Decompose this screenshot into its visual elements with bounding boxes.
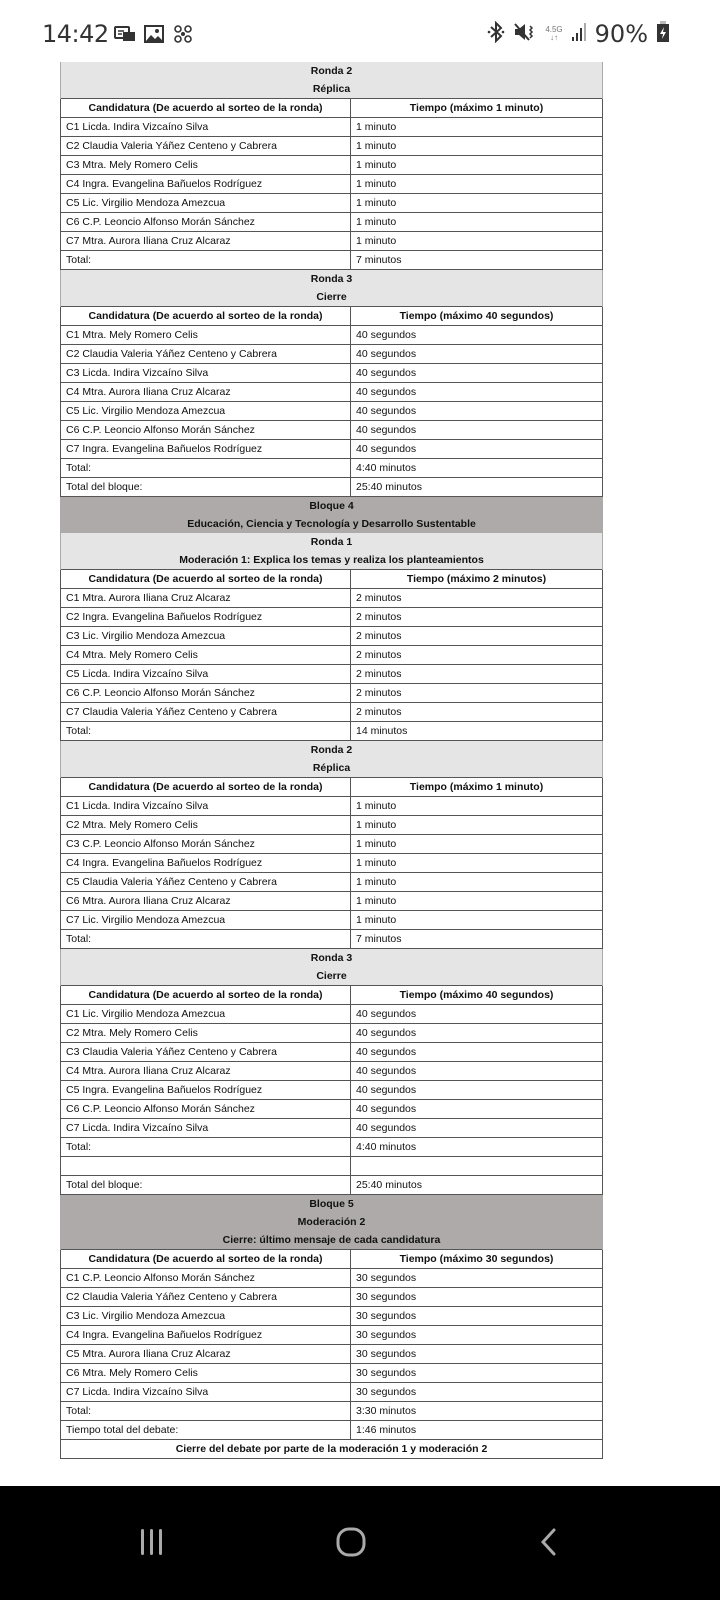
table-row: [61, 1326, 603, 1345]
table-row: [61, 213, 603, 232]
candidate-name: C7 Ingra. Evangelina Bañuelos Rodríguez: [61, 440, 351, 459]
candidate-name: C1 Mtra. Aurora Iliana Cruz Alcaraz: [61, 589, 351, 608]
section-title-row: [61, 759, 603, 778]
table-row: [61, 175, 603, 194]
network-label: 4.5G: [545, 25, 563, 34]
section-title-row: [61, 1213, 603, 1231]
candidate-time: 40 segundos: [351, 383, 603, 402]
candidate-name: C3 Licda. Indira Vizcaíno Silva: [61, 364, 351, 383]
home-button[interactable]: [331, 1524, 371, 1564]
total-row: [61, 1402, 603, 1421]
closing-row: [61, 1440, 603, 1459]
total-row: [61, 930, 603, 949]
section-title: Ronda 3: [61, 949, 603, 968]
candidate-time: 30 segundos: [351, 1383, 603, 1402]
table-row: [61, 194, 603, 213]
candidate-name: C5 Lic. Virgilio Mendoza Amezcua: [61, 194, 351, 213]
candidate-name: C3 C.P. Leoncio Alfonso Morán Sánchez: [61, 835, 351, 854]
flower-app-icon: [172, 24, 194, 49]
total-label: Total:: [61, 1138, 351, 1157]
section-title: Ronda 2: [61, 62, 603, 80]
table-row: [61, 589, 603, 608]
network-4-5g-icon: [545, 26, 562, 42]
total-row: [61, 459, 603, 478]
candidate-time: 1 minuto: [351, 816, 603, 835]
section-title: Réplica: [61, 759, 603, 778]
total-value: 4:40 minutos: [351, 459, 603, 478]
candidate-time: 40 segundos: [351, 421, 603, 440]
candidate-name: C4 Mtra. Mely Romero Celis: [61, 646, 351, 665]
candidate-name: C2 Claudia Valeria Yáñez Centeno y Cabrera: [61, 137, 351, 156]
debate-total-row: [61, 1421, 603, 1440]
candidate-time: 1 minuto: [351, 835, 603, 854]
candidate-time: 1 minuto: [351, 194, 603, 213]
section-title-row: [61, 270, 603, 289]
candidate-time: 30 segundos: [351, 1288, 603, 1307]
table-row: [61, 118, 603, 137]
table-row: [61, 627, 603, 646]
table-row: [61, 440, 603, 459]
table-row: [61, 608, 603, 627]
recent-apps-icon: [137, 1528, 167, 1561]
table-row: [61, 1288, 603, 1307]
table-row: [61, 1100, 603, 1119]
candidate-name: C3 Claudia Valeria Yáñez Centeno y Cabrera: [61, 1043, 351, 1062]
table-row: [61, 1307, 603, 1326]
column-header-row: [61, 99, 603, 118]
table-row: [61, 402, 603, 421]
candidate-name: C6 C.P. Leoncio Alfonso Morán Sánchez: [61, 213, 351, 232]
candidate-time: 2 minutos: [351, 627, 603, 646]
column-header-candidatura: Candidatura (De acuerdo al sorteo de la ronda): [61, 1250, 351, 1269]
candidate-time: 1 minuto: [351, 156, 603, 175]
table-row: [61, 835, 603, 854]
debate-schedule-table: [60, 62, 603, 1459]
candidate-name: C7 Lic. Virgilio Mendoza Amezcua: [61, 911, 351, 930]
section-title-row: [61, 80, 603, 99]
signal-icon: [571, 22, 587, 47]
bloque-title: Educación, Ciencia y Tecnología y Desarrollo Sustentable: [61, 515, 603, 533]
total-row: [61, 722, 603, 741]
column-header-row: [61, 778, 603, 797]
mute-vibrate-icon: [513, 21, 537, 48]
section-title: Réplica: [61, 80, 603, 99]
section-title: Moderación 1: Explica los temas y realiza los planteamientos: [61, 551, 603, 570]
table-row: [61, 1345, 603, 1364]
section-title-row: [61, 1231, 603, 1250]
battery-percent: 90%: [594, 20, 648, 48]
candidate-time: 2 minutos: [351, 646, 603, 665]
candidate-time: 30 segundos: [351, 1307, 603, 1326]
candidate-name: C7 Mtra. Aurora Iliana Cruz Alcaraz: [61, 232, 351, 251]
column-header-tiempo: Tiempo (máximo 40 segundos): [351, 986, 603, 1005]
candidate-time: 40 segundos: [351, 1062, 603, 1081]
candidate-name: C7 Claudia Valeria Yáñez Centeno y Cabrera: [61, 703, 351, 722]
candidate-time: 40 segundos: [351, 1024, 603, 1043]
candidate-time: 2 minutos: [351, 589, 603, 608]
column-header-candidatura: Candidatura (De acuerdo al sorteo de la ronda): [61, 99, 351, 118]
candidate-name: C5 Mtra. Aurora Iliana Cruz Alcaraz: [61, 1345, 351, 1364]
column-header-candidatura: Candidatura (De acuerdo al sorteo de la ronda): [61, 778, 351, 797]
bloque-total-value: 25:40 minutos: [351, 478, 603, 497]
status-bar: [0, 0, 720, 62]
table-row: [61, 1119, 603, 1138]
section-title: Ronda 2: [61, 741, 603, 760]
candidate-time: 40 segundos: [351, 364, 603, 383]
table-row: [61, 911, 603, 930]
section-title-row: [61, 533, 603, 551]
table-row: [61, 1081, 603, 1100]
section-title-row: [61, 1195, 603, 1214]
total-label: Total:: [61, 459, 351, 478]
table-row: [61, 383, 603, 402]
section-title: Cierre: [61, 967, 603, 986]
table-row: [61, 816, 603, 835]
table-row: [61, 421, 603, 440]
table-row: [61, 232, 603, 251]
recent-apps-button[interactable]: [132, 1524, 172, 1564]
column-header-candidatura: Candidatura (De acuerdo al sorteo de la ronda): [61, 570, 351, 589]
bloque-title: Bloque 4: [61, 497, 603, 516]
section-title-row: [61, 551, 603, 570]
column-header-row: [61, 1250, 603, 1269]
data-arrows-icon: ↓↑: [549, 33, 558, 42]
column-header-row: [61, 570, 603, 589]
candidate-name: C2 Ingra. Evangelina Bañuelos Rodríguez: [61, 608, 351, 627]
candidate-name: C1 Mtra. Mely Romero Celis: [61, 326, 351, 345]
debate-total-value: 1:46 minutos: [351, 1421, 603, 1440]
table-row: [61, 703, 603, 722]
closing-text: Cierre del debate por parte de la moderación 1 y moderación 2: [61, 1440, 603, 1459]
back-icon: [537, 1527, 559, 1562]
candidate-time: 40 segundos: [351, 1081, 603, 1100]
total-row: [61, 1138, 603, 1157]
candidate-time: 1 minuto: [351, 213, 603, 232]
candidate-name: C2 Claudia Valeria Yáñez Centeno y Cabrera: [61, 345, 351, 364]
table-row: [61, 1043, 603, 1062]
table-row: [61, 646, 603, 665]
candidate-name: C6 C.P. Leoncio Alfonso Morán Sánchez: [61, 421, 351, 440]
total-value: 7 minutos: [351, 930, 603, 949]
candidate-time: 40 segundos: [351, 1119, 603, 1138]
bloque-total-label: Total del bloque:: [61, 478, 351, 497]
column-header-tiempo: Tiempo (máximo 2 minutos): [351, 570, 603, 589]
debate-schedule-document: [60, 62, 602, 1459]
total-row: [61, 251, 603, 270]
table-row: [61, 364, 603, 383]
candidate-time: 1 minuto: [351, 232, 603, 251]
table-row: [61, 1062, 603, 1081]
screen-record-icon: [114, 25, 136, 48]
candidate-name: C4 Ingra. Evangelina Bañuelos Rodríguez: [61, 854, 351, 873]
total-value: 14 minutos: [351, 722, 603, 741]
candidate-name: C4 Ingra. Evangelina Bañuelos Rodríguez: [61, 1326, 351, 1345]
total-value: 7 minutos: [351, 251, 603, 270]
table-row: [61, 345, 603, 364]
bloque-title-row: [61, 497, 603, 516]
bloque-total-row: [61, 1176, 603, 1195]
candidate-time: 40 segundos: [351, 1005, 603, 1024]
candidate-time: 1 minuto: [351, 911, 603, 930]
navigation-bar: [0, 1486, 720, 1600]
column-header-tiempo: Tiempo (máximo 30 segundos): [351, 1250, 603, 1269]
section-title: Cierre: último mensaje de cada candidatura: [61, 1231, 603, 1250]
candidate-time: 2 minutos: [351, 703, 603, 722]
table-row: [61, 892, 603, 911]
column-header-row: [61, 307, 603, 326]
candidate-time: 2 minutos: [351, 665, 603, 684]
section-title-row: [61, 62, 603, 80]
table-row: [61, 326, 603, 345]
bloque-total-value: 25:40 minutos: [351, 1176, 603, 1195]
total-value: 4:40 minutos: [351, 1138, 603, 1157]
candidate-name: C5 Lic. Virgilio Mendoza Amezcua: [61, 402, 351, 421]
section-title: Ronda 3: [61, 270, 603, 289]
candidate-time: 30 segundos: [351, 1345, 603, 1364]
candidate-name: C6 C.P. Leoncio Alfonso Morán Sánchez: [61, 1100, 351, 1119]
table-row: [61, 1024, 603, 1043]
candidate-time: 40 segundos: [351, 1100, 603, 1119]
section-title-row: [61, 967, 603, 986]
candidate-name: C4 Ingra. Evangelina Bañuelos Rodríguez: [61, 175, 351, 194]
bloque-total-label: Total del bloque:: [61, 1176, 351, 1195]
candidate-time: 40 segundos: [351, 326, 603, 345]
candidate-time: 30 segundos: [351, 1269, 603, 1288]
candidate-name: C4 Mtra. Aurora Iliana Cruz Alcaraz: [61, 383, 351, 402]
candidate-time: 1 minuto: [351, 118, 603, 137]
section-title: Cierre: [61, 288, 603, 307]
candidate-name: C2 Mtra. Mely Romero Celis: [61, 816, 351, 835]
table-row: [61, 1005, 603, 1024]
candidate-name: C6 C.P. Leoncio Alfonso Morán Sánchez: [61, 684, 351, 703]
table-row: [61, 854, 603, 873]
table-row: [61, 1364, 603, 1383]
section-title-row: [61, 949, 603, 968]
candidate-name: C1 C.P. Leoncio Alfonso Morán Sánchez: [61, 1269, 351, 1288]
column-header-row: [61, 986, 603, 1005]
candidate-name: C5 Ingra. Evangelina Bañuelos Rodríguez: [61, 1081, 351, 1100]
candidate-name: C5 Claudia Valeria Yáñez Centeno y Cabrera: [61, 873, 351, 892]
candidate-time: 40 segundos: [351, 1043, 603, 1062]
candidate-time: 40 segundos: [351, 402, 603, 421]
column-header-candidatura: Candidatura (De acuerdo al sorteo de la ronda): [61, 307, 351, 326]
bluetooth-icon: [487, 21, 505, 48]
home-icon: [335, 1526, 367, 1563]
total-value: 3:30 minutos: [351, 1402, 603, 1421]
total-label: Total:: [61, 1402, 351, 1421]
section-title-row: [61, 741, 603, 760]
candidate-time: 1 minuto: [351, 873, 603, 892]
bloque-title-row: [61, 515, 603, 533]
back-button[interactable]: [528, 1524, 568, 1564]
candidate-time: 1 minuto: [351, 137, 603, 156]
status-time: 14:42: [42, 20, 109, 48]
debate-total-label: Tiempo total del debate:: [61, 1421, 351, 1440]
candidate-name: C2 Mtra. Mely Romero Celis: [61, 1024, 351, 1043]
empty-cell: [61, 1157, 351, 1176]
table-row: [61, 1269, 603, 1288]
candidate-time: 1 minuto: [351, 854, 603, 873]
empty-cell: [351, 1157, 603, 1176]
battery-charging-icon: [656, 21, 670, 48]
bloque-total-row: [61, 478, 603, 497]
candidate-time: 40 segundos: [351, 345, 603, 364]
total-label: Total:: [61, 722, 351, 741]
column-header-tiempo: Tiempo (máximo 40 segundos): [351, 307, 603, 326]
table-row: [61, 665, 603, 684]
candidate-time: 30 segundos: [351, 1364, 603, 1383]
candidate-name: C3 Mtra. Mely Romero Celis: [61, 156, 351, 175]
total-label: Total:: [61, 930, 351, 949]
table-row: [61, 137, 603, 156]
candidate-time: 1 minuto: [351, 175, 603, 194]
candidate-name: C6 Mtra. Mely Romero Celis: [61, 1364, 351, 1383]
section-title-row: [61, 288, 603, 307]
candidate-name: C6 Mtra. Aurora Iliana Cruz Alcaraz: [61, 892, 351, 911]
empty-row: [61, 1157, 603, 1176]
candidate-time: 2 minutos: [351, 608, 603, 627]
candidate-name: C4 Mtra. Aurora Iliana Cruz Alcaraz: [61, 1062, 351, 1081]
candidate-time: 1 minuto: [351, 892, 603, 911]
gallery-icon: [144, 25, 164, 48]
candidate-name: C3 Lic. Virgilio Mendoza Amezcua: [61, 1307, 351, 1326]
candidate-name: C3 Lic. Virgilio Mendoza Amezcua: [61, 627, 351, 646]
table-row: [61, 797, 603, 816]
table-row: [61, 156, 603, 175]
candidate-time: 2 minutos: [351, 684, 603, 703]
candidate-name: C7 Licda. Indira Vizcaíno Silva: [61, 1119, 351, 1138]
section-title: Ronda 1: [61, 533, 603, 551]
candidate-name: C1 Licda. Indira Vizcaíno Silva: [61, 797, 351, 816]
section-title: Bloque 5: [61, 1195, 603, 1214]
candidate-name: C1 Lic. Virgilio Mendoza Amezcua: [61, 1005, 351, 1024]
candidate-time: 40 segundos: [351, 440, 603, 459]
candidate-name: C7 Licda. Indira Vizcaíno Silva: [61, 1383, 351, 1402]
column-header-candidatura: Candidatura (De acuerdo al sorteo de la ronda): [61, 986, 351, 1005]
section-title: Moderación 2: [61, 1213, 603, 1231]
table-row: [61, 1383, 603, 1402]
candidate-name: C2 Claudia Valeria Yáñez Centeno y Cabrera: [61, 1288, 351, 1307]
candidate-time: 1 minuto: [351, 797, 603, 816]
candidate-time: 30 segundos: [351, 1326, 603, 1345]
column-header-tiempo: Tiempo (máximo 1 minuto): [351, 99, 603, 118]
table-row: [61, 873, 603, 892]
total-label: Total:: [61, 251, 351, 270]
column-header-tiempo: Tiempo (máximo 1 minuto): [351, 778, 603, 797]
candidate-name: C5 Licda. Indira Vizcaíno Silva: [61, 665, 351, 684]
table-row: [61, 684, 603, 703]
candidate-name: C1 Licda. Indira Vizcaíno Silva: [61, 118, 351, 137]
